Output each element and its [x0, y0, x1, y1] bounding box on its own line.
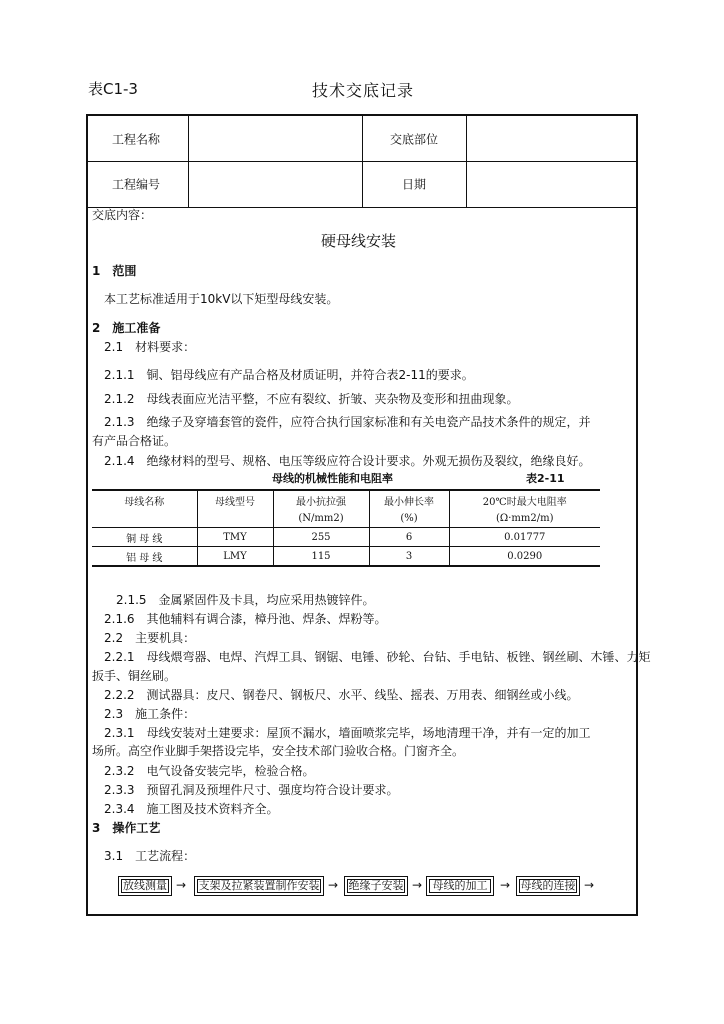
para-2-2-2: 2.2.2 测试器具：皮尺、钢卷尺、钢板尺、水平、线坠、摇表、万用表、细钢丝或小线。 — [104, 688, 579, 702]
table-header: 最小伸长率 — [369, 490, 449, 509]
flow-arrow: → — [500, 878, 511, 892]
table-cell: 0.0290 — [449, 547, 600, 567]
table-cell: 0.01777 — [449, 528, 600, 547]
section-1-text: 本工艺标准适用于10kV以下矩型母线安装。 — [104, 292, 339, 306]
table-header: 母线名称 — [92, 490, 197, 509]
para-2-3-1: 2.3.1 母线安装对土建要求：屋顶不漏水，墙面喷浆完毕，场地清理干净，并有一定的加工 — [104, 726, 591, 740]
para-2-2-1-cont: 扳手、铜丝刷。 — [92, 669, 177, 683]
project-name-label: 工程名称 — [112, 132, 161, 146]
para-2-3-3: 2.3.3 预留孔洞及预埋件尺寸、强度均符合设计要求。 — [104, 783, 399, 797]
info-row-2 — [88, 161, 636, 208]
table-row — [92, 528, 600, 547]
table-unit — [197, 509, 273, 528]
document-title: 技术交底记录 — [312, 81, 415, 100]
table-header: 最小抗拉强 — [273, 490, 369, 509]
flow-arrow: → — [328, 878, 339, 892]
table-cell: 3 — [369, 547, 449, 567]
para-2-1: 2.1 材料要求： — [104, 340, 196, 354]
table-row — [92, 547, 600, 567]
para-2-3-2: 2.3.2 电气设备安装完毕，检验合格。 — [104, 764, 315, 778]
table-unit-row — [92, 509, 600, 528]
para-2-1-3: 2.1.3 绝缘子及穿墙套管的瓷件，应符合执行国家标准和有关电瓷产品技术条件的规定，并 — [104, 415, 591, 429]
table-cell: 255 — [273, 528, 369, 547]
flow-step: 放线测量 — [118, 876, 172, 896]
table-header: 母线型号 — [197, 490, 273, 509]
flow-arrow: → — [584, 878, 595, 892]
table-unit: (%) — [369, 509, 449, 528]
table-cell: 6 — [369, 528, 449, 547]
para-2-1-3-cont: 有产品合格证。 — [92, 434, 177, 448]
flow-arrow: → — [412, 878, 423, 892]
date-label: 日期 — [402, 177, 427, 192]
table-title: 母线的机械性能和电阻率 — [272, 472, 393, 485]
table-cell: LMY — [197, 547, 273, 567]
info-row-1 — [88, 116, 636, 162]
table-cell: TMY — [197, 528, 273, 547]
flow-step: 绝缘子安装 — [344, 876, 408, 896]
content-title: 硬母线安装 — [321, 232, 397, 250]
para-2-3-4: 2.3.4 施工图及技术资料齐全。 — [104, 802, 279, 816]
table-number: 表2-11 — [526, 472, 565, 485]
flow-arrow: → — [176, 878, 187, 892]
content-label: 交底内容： — [92, 208, 153, 222]
para-2-2: 2.2 主要机具： — [104, 631, 196, 645]
para-2-1-2: 2.1.2 母线表面应光洁平整，不应有裂纹、折皱、夹杂物及变形和扭曲现象。 — [104, 392, 519, 406]
para-2-3-1-cont: 场所。高空作业脚手架搭设完毕，安全技术部门验收合格。门窗齐全。 — [92, 744, 465, 758]
para-2-1-4: 2.1.4 绝缘材料的型号、规格、电压等级应符合设计要求。外观无损伤及裂纹，绝缘良好。 — [104, 454, 591, 468]
table-unit: (Ω·mm2/m) — [449, 509, 600, 528]
flow-step: 母线的连接 — [516, 876, 580, 896]
handover-part-label: 交底部位 — [390, 132, 439, 146]
table-header-row — [92, 490, 600, 509]
section-1-heading: 1 范围 — [92, 264, 137, 278]
table-unit — [92, 509, 197, 528]
table-cell: 铝 母 线 — [92, 547, 197, 567]
para-2-1-6: 2.1.6 其他辅料有调合漆，樟丹池、焊条、焊粉等。 — [104, 612, 387, 626]
section-3-heading: 3 操作工艺 — [92, 821, 161, 835]
para-2-2-1: 2.2.1 母线煨弯器、电焊、汽焊工具、钢锯、电锤、砂轮、台钻、手电钻、板锉、钢丝刷、木锤、力矩 — [104, 650, 651, 664]
flow-step: 支架及拉紧装置制作安装 — [194, 876, 324, 896]
table-unit: (N/mm2) — [273, 509, 369, 528]
table-header: 20℃时最大电阻率 — [449, 490, 600, 509]
table-cell: 115 — [273, 547, 369, 567]
project-no-label: 工程编号 — [112, 177, 161, 192]
para-3-1: 3.1 工艺流程： — [104, 849, 196, 863]
para-2-3: 2.3 施工条件： — [104, 707, 196, 721]
para-2-1-1: 2.1.1 铜、铝母线应有产品合格及材质证明，并符合表2-11的要求。 — [104, 368, 474, 382]
para-2-1-5: 2.1.5 金属紧固件及卡具，均应采用热镀锌件。 — [116, 593, 375, 607]
spec-table — [92, 489, 600, 567]
flow-step: 母线的加工 — [426, 876, 494, 896]
form-id: 表C1-3 — [88, 80, 138, 98]
section-2-heading: 2 施工准备 — [92, 321, 161, 335]
table-cell: 铜 母 线 — [92, 528, 197, 547]
